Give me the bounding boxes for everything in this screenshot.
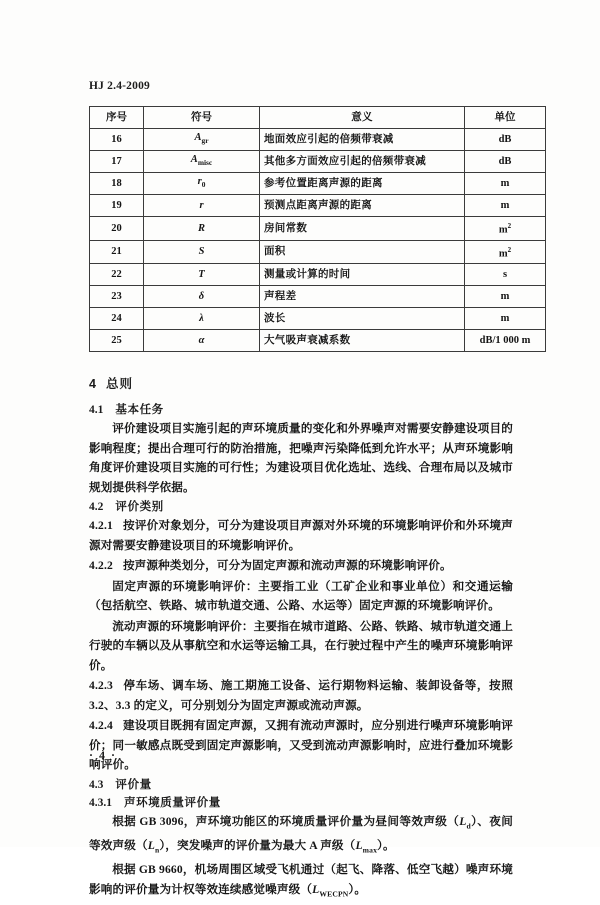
running-head: HJ 2.4-2009 xyxy=(89,80,150,92)
cell-meaning: 参考位置距离声源的距离 xyxy=(260,173,465,195)
cell-meaning: 房间常数 xyxy=(260,217,465,241)
clause-423-number: 4.2.3 xyxy=(89,679,113,693)
table-row xyxy=(90,151,546,173)
section-43-heading xyxy=(89,776,513,792)
clause-421-number: 4.2.1 xyxy=(89,519,113,533)
cell-no: 19 xyxy=(90,195,144,217)
symbol-glyph: T xyxy=(198,268,205,280)
cell-symbol xyxy=(144,240,260,264)
table-row xyxy=(90,173,546,195)
cell-meaning: 地面效应引起的倍频带衰减 xyxy=(260,129,465,151)
section-431-paragraph-1 xyxy=(89,812,513,860)
section-431-title: 声环境质量评价量 xyxy=(124,796,221,809)
column-header-meaning: 意义 xyxy=(260,107,465,129)
cell-unit: $m^2$ xyxy=(465,217,546,241)
cell-meaning: 波长 xyxy=(260,308,465,330)
symbol-definitions-table xyxy=(89,106,546,352)
cell-no: 17 xyxy=(90,151,144,173)
symbol-glyph: α xyxy=(198,334,205,346)
cell-meaning: 测量或计算的时间 xyxy=(260,264,465,286)
clause-422-number: 4.2.2 xyxy=(89,559,113,573)
cell-symbol xyxy=(144,308,260,330)
table-row xyxy=(90,195,546,217)
cell-symbol xyxy=(144,151,260,173)
symbol-glyph: R xyxy=(197,222,205,234)
chapter-number: 4 xyxy=(89,377,96,392)
symbol-Lmax: $L_{max}$ xyxy=(355,838,378,854)
section-43-title: 评价量 xyxy=(115,778,152,791)
cell-meaning: 声程差 xyxy=(260,286,465,308)
section-41-paragraph: 评价建设项目实施引起的声环境质量的变化和外界噪声对需要安静建设项目的影响程度；提出合理可行的防治措施，把噪声污染降低到允许水平；从声环境影响角度评价建设项目实施的可行性；为建设项目优化选址、选线、合理布局以及城市规划提供科学依据。 xyxy=(89,422,513,494)
cell-symbol xyxy=(144,173,260,195)
cell-meaning: 面积 xyxy=(260,240,465,264)
symbol-glyph: $A_{misc}$ xyxy=(190,154,213,168)
section-41-title: 基本任务 xyxy=(115,404,164,417)
table-row xyxy=(90,217,546,241)
clause-423-text: 停车场、调车场、施工期施工设备、运行期物料运输、装卸设备等，按照 3.2、3.3 的定义，可分别划分为固定声源或流动声源。 xyxy=(89,679,513,712)
column-header-symbol: 符号 xyxy=(144,107,260,129)
table-header-row xyxy=(90,107,546,129)
table-header xyxy=(90,107,546,129)
cell-symbol xyxy=(144,217,260,241)
gb3096-text-part-2: ）、夜间等效声级（ xyxy=(89,814,514,852)
cell-unit: dB xyxy=(465,129,546,151)
cell-no: 23 xyxy=(90,286,144,308)
gb9660-text-part-1: 根据 GB 9660，机场周围区域受飞机通过（起飞、降落、低空飞越）噪声环境影响的评价量为计权等效连续感觉噪声级（ xyxy=(89,863,513,896)
table-row xyxy=(90,240,546,264)
cell-meaning: 其他多方面效应引起的倍频带衰减 xyxy=(260,151,465,173)
symbol-Ld: $L_d$ xyxy=(459,814,471,831)
gb9660-text-part-2: ）。 xyxy=(348,882,367,896)
table-row xyxy=(90,129,546,151)
column-header-unit: 单位 xyxy=(465,107,546,129)
section-42-heading xyxy=(89,498,513,514)
section-431-number: 4.3.1 xyxy=(89,796,112,809)
cell-meaning: 预测点距离声源的距离 xyxy=(260,195,465,217)
cell-unit: m xyxy=(465,195,546,217)
table-row xyxy=(90,330,546,352)
cell-unit: dB xyxy=(465,151,546,173)
section-41-heading xyxy=(89,401,513,417)
cell-symbol xyxy=(144,129,260,151)
section-431-paragraph-2 xyxy=(89,860,513,903)
cell-symbol xyxy=(144,195,260,217)
cell-symbol xyxy=(144,286,260,308)
page-number: · 4 · xyxy=(89,748,117,762)
cell-no: 24 xyxy=(90,308,144,330)
symbol-glyph: r xyxy=(199,199,204,211)
clause-424 xyxy=(89,716,513,775)
table-row xyxy=(90,286,546,308)
cell-meaning: 大气吸声衰减系数 xyxy=(260,330,465,352)
symbol-glyph: S xyxy=(198,246,205,258)
cell-no: 22 xyxy=(90,264,144,286)
column-header-no: 序号 xyxy=(90,107,144,129)
clause-424-number: 4.2.4 xyxy=(89,719,113,733)
table-body xyxy=(90,129,546,352)
cell-unit: s xyxy=(465,264,546,286)
clause-423 xyxy=(89,676,513,715)
cell-no: 20 xyxy=(90,217,144,241)
cell-unit: m xyxy=(465,286,546,308)
clause-424-text: 建设项目既拥有固定声源，又拥有流动声源时，应分别进行噪声环境影响评价；同一敏感点既受到固定声源影响，又受到流动声源影响时，应进行叠加环境影响评价。 xyxy=(89,719,513,772)
section-41-number: 4.1 xyxy=(89,404,104,417)
symbol-glyph: δ xyxy=(198,290,205,302)
cell-unit: $m^2$ xyxy=(465,240,546,264)
section-431-heading xyxy=(89,794,513,810)
cell-no: 25 xyxy=(90,330,144,352)
fixed-source-paragraph: 固定声源的环境影响评价：主要指工业（工矿企业和事业单位）和交通运输（包括航空、铁路、城市轨道交通、公路、水运等）固定声源的环境影响评价。 xyxy=(89,579,513,613)
section-43-number: 4.3 xyxy=(89,778,104,791)
symbol-glyph: $A_{gr}$ xyxy=(194,132,209,146)
cell-unit: dB/1 000 m xyxy=(465,330,546,352)
cell-no: 18 xyxy=(90,173,144,195)
symbol-Ln: $L_n$ xyxy=(147,838,160,854)
section-42-number: 4.2 xyxy=(89,501,104,514)
clause-422 xyxy=(89,556,513,576)
symbol-LWECPN: $L_{WECPN}$ xyxy=(312,882,349,899)
mobile-source-paragraph: 流动声源的环境影响评价：主要指在城市道路、公路、铁路、城市轨道交通上行驶的车辆以及从事航空和水运等运输工具，在行驶过程中产生的噪声环境影响评价。 xyxy=(89,619,513,672)
table-row xyxy=(90,264,546,286)
cell-unit: m xyxy=(465,173,546,195)
clause-421 xyxy=(89,516,513,555)
gb3096-text-part-3: ），突发噪声的评价量为最大 A 声级（ xyxy=(159,838,356,852)
symbol-glyph: $r_0$ xyxy=(197,176,206,190)
gb3096-text-part-1: 根据 GB 3096，声环境功能区的环境质量评价量为昼间等效声级（ xyxy=(112,814,460,828)
gb3096-text-part-4: ）。 xyxy=(377,838,395,852)
section-42-title: 评价类别 xyxy=(115,501,164,514)
cell-no: 16 xyxy=(90,129,144,151)
table-row xyxy=(90,308,546,330)
clause-421-text: 按评价对象划分，可分为建设项目声源对外环境的环境影响评价和外环境声源对需要安静建设项目的环境影响评价。 xyxy=(89,519,513,552)
cell-symbol xyxy=(144,330,260,352)
chapter-heading xyxy=(89,374,513,392)
chapter-title: 总则 xyxy=(105,377,133,392)
page-content xyxy=(89,80,531,905)
clause-422-text: 按声源种类划分，可分为固定声源和流动声源的环境影响评价。 xyxy=(122,559,452,573)
cell-unit: m xyxy=(465,308,546,330)
symbol-glyph: λ xyxy=(199,312,204,324)
cell-symbol xyxy=(144,264,260,286)
cell-no: 21 xyxy=(90,240,144,264)
